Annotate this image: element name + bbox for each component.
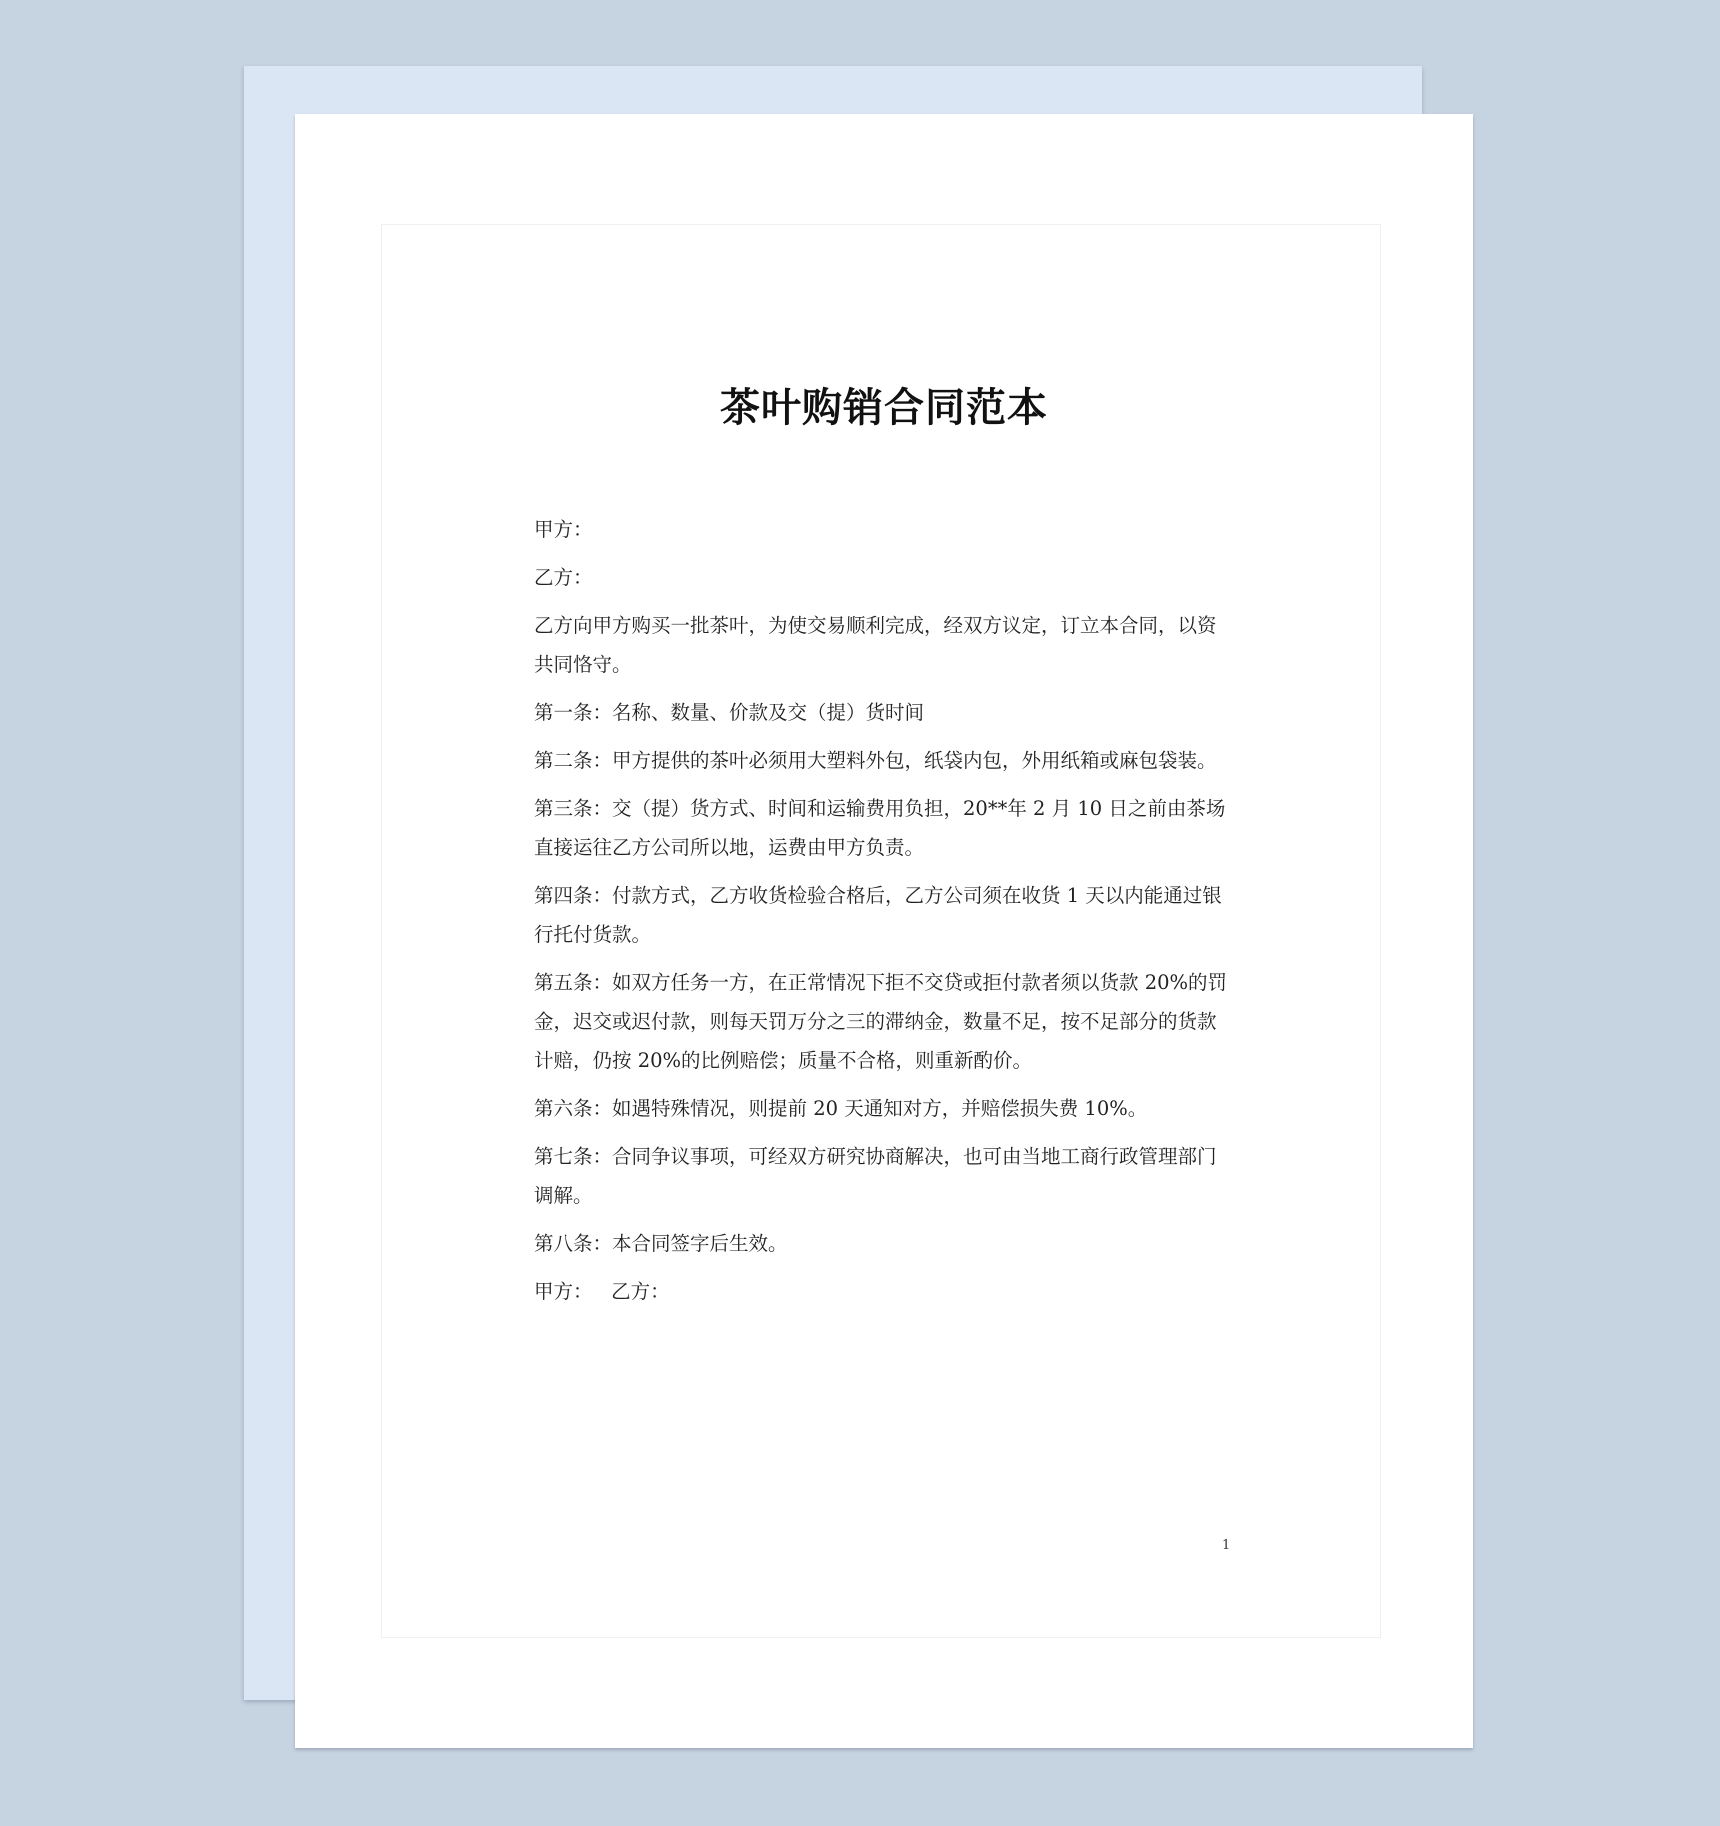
article-6: 第六条：如遇特殊情况，则提前 20 天通知对方，并赔偿损失费 10%。 (534, 1097, 1148, 1120)
document-page (295, 114, 1473, 1748)
article-1: 第一条：名称、数量、价款及交（提）货时间 (534, 701, 925, 724)
party-b-line: 乙方： (534, 566, 593, 589)
article-8: 第八条：本合同签字后生效。 (534, 1232, 788, 1255)
document-title: 茶叶购销合同范本 (720, 385, 1048, 431)
article-4: 第四条：付款方式，乙方收货检验合格后，乙方公司须在收货 1 天以内能通过银行托付货款。 (534, 884, 1222, 946)
article-5: 第五条：如双方任务一方，在正常情况下拒不交贷或拒付款者须以货款 20%的罚金，迟交或迟付款，则每天罚万分之三的滞纳金，数量不足，按不足部分的货款计赔，仍按 20%的比例赔偿；质量不合格，则重新酌价。 (534, 971, 1228, 1072)
party-a-line: 甲方： (534, 518, 593, 541)
page-number: 1 (1222, 1538, 1231, 1553)
article-2: 第二条：甲方提供的茶叶必须用大塑料外包，纸袋内包，外用纸箱或麻包袋装。 (534, 749, 1217, 772)
preamble-paragraph: 乙方向甲方购买一批茶叶，为使交易顺利完成，经双方议定，订立本合同，以资共同恪守。 (534, 614, 1217, 676)
article-7: 第七条：合同争议事项，可经双方研究协商解决，也可由当地工商行政管理部门调解。 (534, 1145, 1217, 1207)
signature-line: 甲方： 乙方： (534, 1280, 670, 1303)
article-3: 第三条：交（提）货方式、时间和运输费用负担，20**年 2 月 10 日之前由茶场直接运往乙方公司所以地，运费由甲方负责。 (534, 797, 1226, 859)
document-body (534, 510, 1234, 1320)
